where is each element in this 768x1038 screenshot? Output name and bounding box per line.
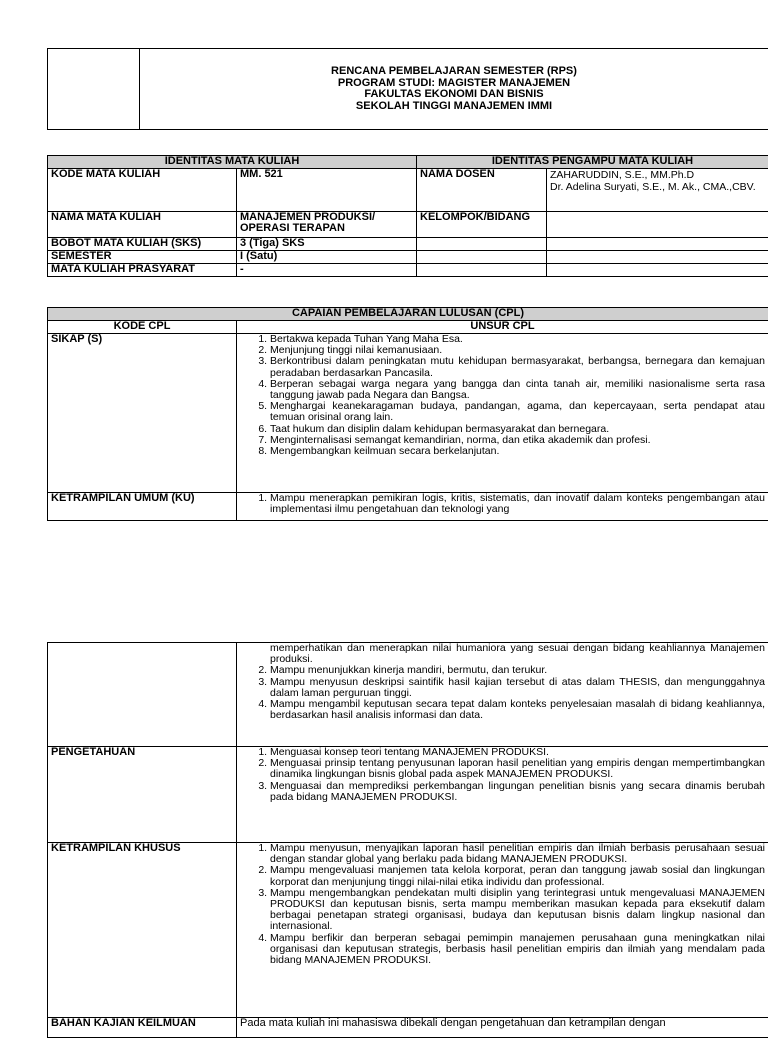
list-item: 1. Bertakwa kepada Tuhan Yang Maha Esa.: [270, 334, 765, 345]
sikap-list: [240, 334, 765, 457]
list-item: 2. Menjunjung tinggi nilai kemanusiaan.: [270, 345, 765, 356]
ku-item1-continued: memperhatikan dan menerapkan nilai humaniora yang sesuai dengan bidang keahliannya Manajemen produksi.: [240, 643, 765, 665]
bahan-kajian-label: BAHAN KAJIAN KEILMUAN: [48, 1018, 237, 1038]
bahan-kajian-text: Pada mata kuliah ini mahasiswa dibekali dengan pengetahuan dan ketrampilan dengan: [237, 1018, 768, 1038]
list-item: 4. Berperan sebagai warga negara yang bangga dan cinta tanah air, memiliki nasionalisme serta rasa tanggung jawab pada Negara dan Bangsa.: [270, 379, 765, 401]
kode-mk-value: MM. 521: [237, 168, 417, 211]
semester-value: I (Satu): [237, 250, 417, 263]
list-item: 2. Mampu menunjukkan kinerja mandiri, bermutu, dan terukur.: [270, 665, 765, 676]
list-item: 7. Menginternalisasi semangat kemandirian, norma, dan etika akademik dan profesi.: [270, 435, 765, 446]
title-line-2: PROGRAM STUDI: MAGISTER MANAJEMEN: [143, 78, 765, 90]
empty-cell: [547, 237, 768, 250]
list-item: 8. Mengembangkan keilmuan secara berkelanjutan.: [270, 446, 765, 457]
title-line-3: FAKULTAS EKONOMI DAN BISNIS: [143, 89, 765, 101]
title-line-1: RENCANA PEMBELAJARAN SEMESTER (RPS): [143, 66, 765, 78]
ku-label: KETRAMPILAN UMUM (KU): [48, 493, 237, 521]
ku-cell-page2: [237, 643, 768, 747]
document-title: [140, 49, 768, 130]
empty-cell: [417, 263, 547, 276]
list-item: 2. Mampu mengevaluasi manjemen tata kelola korporat, peran dan tanggung jawab sosial dan lingkungan korporat dan menjunjung tinggi nilai-nilai etika individu dan professional.: [270, 865, 765, 887]
kelompok-label: KELOMPOK/BIDANG: [417, 211, 547, 237]
dosen-2: Dr. Adelina Suryati, S.E., M. Ak., CMA.,CBV.: [550, 181, 765, 194]
list-item: 3. Mampu menyusun deskripsi saintifik hasil kajian tersebut di atas dalam THESIS, dan mengunggahnya dalam laman perguruan tinggi.: [270, 677, 765, 699]
kode-cpl-header: KODE CPL: [48, 321, 237, 334]
empty-cell: [547, 250, 768, 263]
pengetahuan-list: [240, 747, 765, 803]
identitas-mk-heading: IDENTITAS MATA KULIAH: [48, 156, 417, 169]
list-item: 4. Mampu berfikir dan berperan sebagai pemimpin manajemen perusahaan guna meningkatkan nilai organisasi dan keputusan strategis, berbasis hasil penelitian empiris dan ilmiah yang mendalam pada bidang MANAJEMEN PRODUKSI.: [270, 933, 765, 967]
list-item: 3. Mampu mengembangkan pendekatan multi disiplin yang terintegrasi untuk mengevaluasi MANAJEMEN PRODUKSI dan keputusan bisnis, serta mampu memberikan masukan kepada para eksekutif dalam berbagai penetapan strategi organisasi, budaya dan keputusan bisnis dalam lingkup nasional dan internasional.: [270, 888, 765, 933]
empty-cell: [547, 263, 768, 276]
prasyarat-label: MATA KULIAH PRASYARAT: [48, 263, 237, 276]
nama-mk-label: NAMA MATA KULIAH: [48, 211, 237, 237]
dosen-1: ZAHARUDDIN, S.E., MM.Ph.D: [550, 169, 765, 182]
nama-mk-value: MANAJEMEN PRODUKSI/ OPERASI TERAPAN: [237, 211, 417, 237]
logo-cell: [48, 49, 140, 130]
cpl-table: [47, 307, 768, 521]
title-line-4: SEKOLAH TINGGI MANAJEMEN IMMI: [143, 101, 765, 113]
list-item: 1. Mampu menyusun, menyajikan laporan hasil penelitian empiris dan ilmiah berbasis perusahaan sesuai dengan standar global yang berlaku pada bidang MANAJEMEN PRODUKSI.: [270, 843, 765, 865]
pengetahuan-label: PENGETAHUAN: [48, 747, 237, 843]
list-item: 5. Menghargai keanekaragaman budaya, pandangan, agama, dan kepercayaan, serta pendapat atau temuan orisinal orang lain.: [270, 401, 765, 423]
ku-cell-page1: [237, 493, 768, 521]
empty-cell: [417, 250, 547, 263]
list-item: 3. Berkontribusi dalam peningkatan mutu kehidupan bermasyarakat, berbangsa, bernegara dan kemajuan peradaban berdasarkan Pancasila.: [270, 356, 765, 378]
ku-list: [240, 493, 765, 515]
prasyarat-value: -: [237, 263, 417, 276]
empty-cell: [48, 643, 237, 747]
header-table: [47, 48, 768, 130]
empty-cell: [417, 237, 547, 250]
list-item: 3. Menguasai dan memprediksi perkembangan lingungan penelitian bisnis yang secara dinamis berubah pada bidang MANAJEMEN PRODUKSI.: [270, 781, 765, 803]
sikap-cell: [237, 334, 768, 493]
kk-list: [240, 843, 765, 966]
identity-table: [47, 155, 768, 277]
kk-label: KETRAMPILAN KHUSUS: [48, 843, 237, 1018]
ku-list-continued: [240, 665, 765, 721]
bobot-value: 3 (Tiga) SKS: [237, 237, 417, 250]
kk-cell: [237, 843, 768, 1018]
cpl-heading: CAPAIAN PEMBELAJARAN LULUSAN (CPL): [48, 308, 768, 321]
semester-label: SEMESTER: [48, 250, 237, 263]
unsur-cpl-header: UNSUR CPL: [237, 321, 768, 334]
list-item: 6. Taat hukum dan disiplin dalam kehidupan bermasyarakat dan bernegara.: [270, 424, 765, 435]
kode-mk-label: KODE MATA KULIAH: [48, 168, 237, 211]
list-item: 1. Mampu menerapkan pemikiran logis, kritis, sistematis, dan inovatif dalam konteks pengembangan atau implementasi ilmu pengetahuan dan teknologi yang: [270, 493, 765, 515]
kelompok-value: [547, 211, 768, 237]
nama-dosen-label: NAMA DOSEN: [417, 168, 547, 211]
cpl-table-continued: [47, 642, 768, 1038]
sikap-label: SIKAP (S): [48, 334, 237, 493]
nama-dosen-value: [547, 168, 768, 211]
list-item: 2. Menguasai prinsip tentang penyusunan laporan hasil penelitian yang empiris dengan mempertimbangkan dinamika lingkungan bisnis global pada aspek MANAJEMEN PRODUKSI.: [270, 758, 765, 780]
bobot-label: BOBOT MATA KULIAH (SKS): [48, 237, 237, 250]
list-item: 4. Mampu mengambil keputusan secara tepat dalam konteks penyelesaian masalah di bidang keahliannya, berdasarkan hasil analisis informasi dan data.: [270, 699, 765, 721]
pengetahuan-cell: [237, 747, 768, 843]
list-item: 1. Menguasai konsep teori tentang MANAJEMEN PRODUKSI.: [270, 747, 765, 758]
identitas-pengampu-heading: IDENTITAS PENGAMPU MATA KULIAH: [417, 156, 768, 169]
